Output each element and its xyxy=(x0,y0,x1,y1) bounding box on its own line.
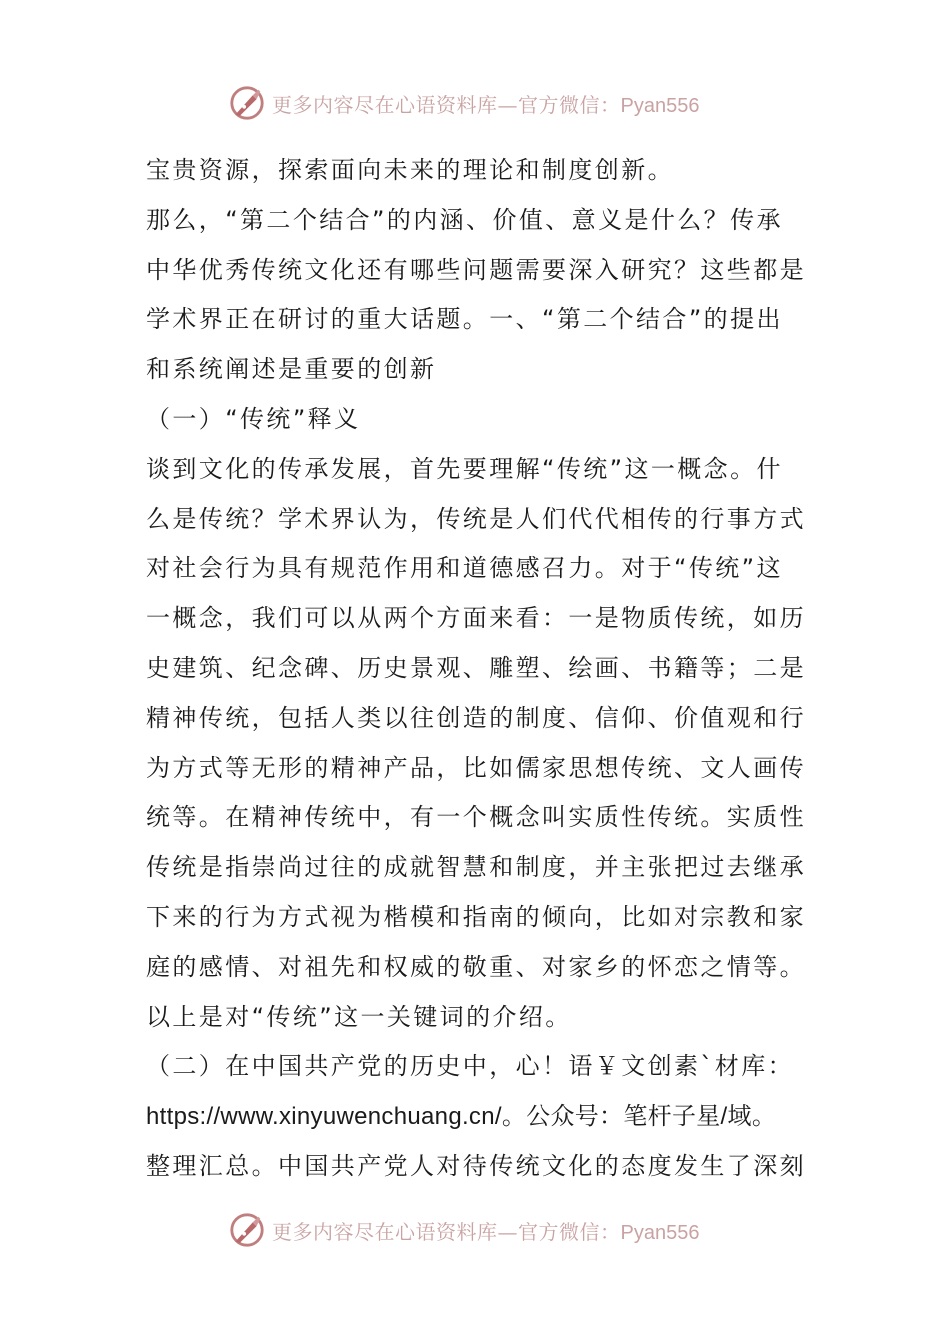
text-line: 整理汇总。中国共产党人对待传统文化的态度发生了深刻 xyxy=(146,1151,806,1180)
text-line: 和系统阐述是重要的创新 xyxy=(146,355,437,384)
watermark-slogan: 更多内容尽在心语资料库—官方微信： xyxy=(272,1219,621,1244)
watermark-handle: Pyan556 xyxy=(620,1221,700,1244)
watermark-slogan: 更多内容尽在心语资料库—官方微信： xyxy=(272,92,621,117)
text-line: 下来的行为方式视为楷模和指南的倾向，比如对宗教和家 xyxy=(146,902,806,931)
text-line: 以上是对“传统”这一关键词的介绍。 xyxy=(146,1002,572,1031)
text-line: 学术界正在研讨的重大话题。一、“第二个结合”的提出 xyxy=(146,305,783,334)
text-line: 对社会行为具有规范作用和道德感召力。对于“传统”这 xyxy=(146,554,783,583)
section-heading: （一）“传统”释义 xyxy=(146,404,361,433)
text-line: 中华优秀传统文化还有哪些问题需要深入研究？这些都是 xyxy=(146,255,806,284)
text-line: 宝贵资源，探索面向未来的理论和制度创新。 xyxy=(146,156,674,184)
text-line: 一概念，我们可以从两个方面来看：一是物质传统，如历 xyxy=(146,604,806,633)
text-line: 那么，“第二个结合”的内涵、价值、意义是什么？传承 xyxy=(146,205,783,234)
text-line: 么是传统？学术界认为，传统是人们代代相传的行事方式 xyxy=(146,504,806,533)
text-line: 庭的感情、对祖先和权威的敬重、对家乡的怀恋之情等。 xyxy=(146,952,806,981)
watermark-text xyxy=(272,89,699,118)
header-watermark xyxy=(228,83,748,123)
text-line: 谈到文化的传承发展，首先要理解“传统”这一概念。什 xyxy=(146,454,783,483)
watermark-text xyxy=(272,1216,699,1245)
pen-nib-logo-icon xyxy=(228,84,266,122)
url-line: https://www.xinyuwenchuang.cn/。公众号：笔杆子星/域。 xyxy=(146,1103,777,1131)
watermark-handle: Pyan556 xyxy=(620,94,700,117)
text-line: 精神传统，包括人类以往创造的制度、信仰、价值观和行 xyxy=(146,703,806,732)
footer-watermark xyxy=(228,1210,748,1250)
text-line: 为方式等无形的精神产品，比如儒家思想传统、文人画传 xyxy=(146,753,806,782)
pen-nib-logo-icon xyxy=(228,1211,266,1249)
text-line: 统等。在精神传统中，有一个概念叫实质性传统。实质性 xyxy=(146,803,806,832)
section-heading: （二）在中国共产党的历史中，心！语￥文创素`材库： xyxy=(146,1052,794,1081)
text-line: 史建筑、纪念碑、历史景观、雕塑、绘画、书籍等；二是 xyxy=(146,653,806,682)
text-line: 传统是指崇尚过往的成就智慧和制度，并主张把过去继承 xyxy=(146,853,806,882)
document-body xyxy=(146,146,806,1192)
